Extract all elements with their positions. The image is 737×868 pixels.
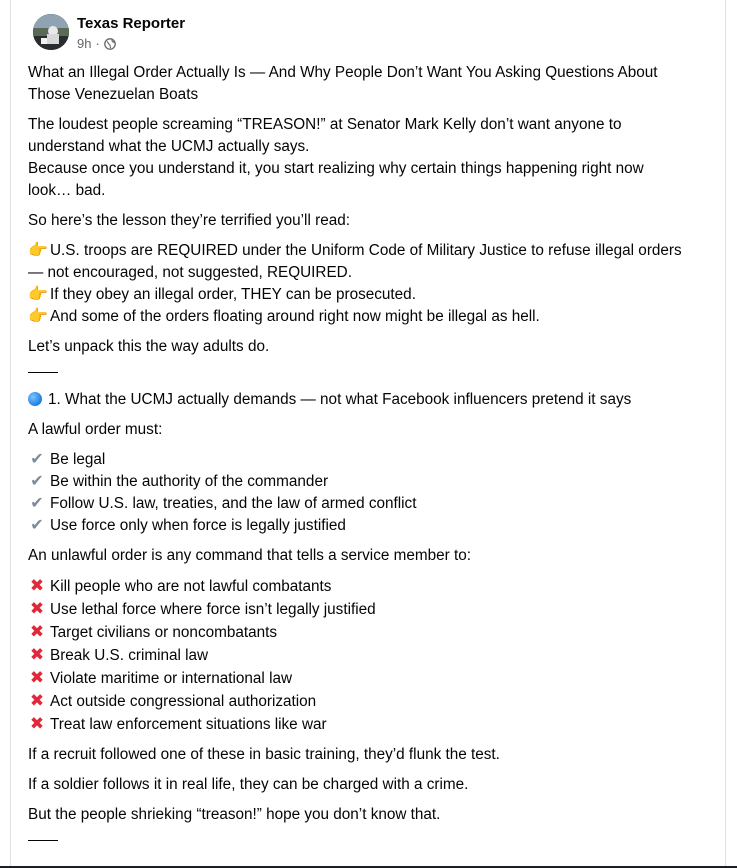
paragraph-soldier: If a soldier follows it in real life, they can be charged with a crime. [28, 776, 469, 793]
lawful-intro: A lawful order must: [28, 421, 163, 438]
paragraph-intro: The loudest people screaming “TREASON!” at Senator Mark Kelly don’t want anyone to understand what the UCMJ actually says. Because once you understand it, you start realizing why certain things happening right now look… bad. [28, 116, 644, 199]
pointing-hand-icon: 👉 [28, 242, 48, 259]
post-meta [77, 36, 116, 51]
bullet-list: 👉 U.S. troops are REQUIRED under the Uniform Code of Military Justice to refuse illegal orders — not encouraged, not suggested, REQUIRED. 👉 If they obey an illegal order, THEY can be prosecuted. 👉 And some of the orders floating around right now might be illegal as hell. [28, 240, 720, 328]
list-item: ✖ Treat law enforcement situations like war [29, 714, 327, 733]
cross-mark-icon: ✖ [29, 599, 45, 618]
lawful-list [28, 449, 720, 537]
section-heading: 1. What the UCMJ actually demands — not what Facebook influencers pretend it says [28, 389, 720, 411]
post-body [28, 62, 720, 857]
pointing-hand-icon: 👉 [28, 308, 48, 325]
list-item: ✖ Act outside congressional authorization [29, 691, 317, 710]
list-item: ✖ Kill people who are not lawful combatants [29, 576, 332, 595]
list-item: ✔ Be within the authority of the commander [28, 471, 720, 493]
post-title: What an Illegal Order Actually Is — And Why People Don’t Want You Asking Questions About Those Venezuelan Boats [28, 64, 658, 103]
paragraph-treason: But the people shrieking “treason!” hope you don’t know that. [28, 806, 441, 823]
section-divider [28, 372, 58, 373]
author-name[interactable]: Texas Reporter [77, 15, 186, 32]
unlawful-intro: An unlawful order is any command that tells a service member to: [28, 547, 471, 564]
post-header [33, 14, 713, 54]
avatar-image-icon [33, 14, 69, 50]
cross-mark-icon: ✖ [29, 645, 45, 664]
check-mark-icon: ✔ [30, 495, 44, 512]
cross-mark-icon: ✖ [29, 622, 45, 641]
bullet-item: 👉 And some of the orders floating around right now might be illegal as hell. [28, 306, 720, 328]
list-item: ✔ Use force only when force is legally justified [28, 515, 720, 537]
blue-circle-icon [28, 392, 42, 406]
section-divider [28, 840, 58, 841]
check-mark-icon: ✔ [30, 473, 44, 490]
list-item: ✔ Be legal [28, 449, 720, 471]
cross-mark-icon: ✖ [29, 576, 45, 595]
cross-mark-icon: ✖ [29, 714, 45, 733]
paragraph-unpack: Let’s unpack this the way adults do. [28, 338, 270, 355]
meta-separator: · [95, 36, 100, 51]
post-time[interactable]: 9h [77, 36, 92, 51]
bullet-item: 👉 U.S. troops are REQUIRED under the Uniform Code of Military Justice to refuse illegal orders [28, 240, 720, 262]
paragraph-recruit: If a recruit followed one of these in basic training, they’d flunk the test. [28, 746, 500, 763]
list-item: ✖ Use lethal force where force isn’t legally justified [29, 599, 376, 618]
globe-icon[interactable] [104, 38, 116, 50]
post-card [10, 0, 726, 866]
check-mark-icon: ✔ [30, 517, 44, 534]
check-mark-icon: ✔ [30, 451, 44, 468]
unlawful-list [28, 575, 720, 736]
list-item: ✖ Break U.S. criminal law [29, 645, 209, 664]
cross-mark-icon: ✖ [29, 668, 45, 687]
bullet-item: 👉 If they obey an illegal order, THEY can be prosecuted. [28, 284, 720, 306]
list-item: ✔ Follow U.S. law, treaties, and the law of armed conflict [28, 493, 720, 515]
cross-mark-icon: ✖ [29, 691, 45, 710]
pointing-hand-icon: 👉 [28, 286, 48, 303]
author-avatar[interactable] [33, 14, 69, 50]
paragraph-lesson: So here’s the lesson they’re terrified you’ll read: [28, 212, 350, 229]
list-item: ✖ Violate maritime or international law [29, 668, 293, 687]
list-item: ✖ Target civilians or noncombatants [29, 622, 278, 641]
